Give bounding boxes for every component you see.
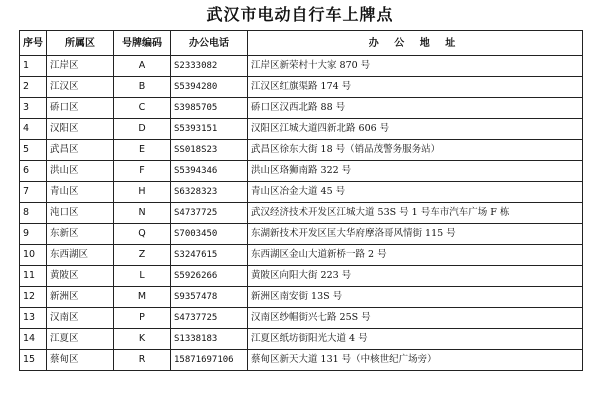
row-address: 武汉经济技术开发区江城大道 53S 号 1 号车市汽车广场 F 栋: [248, 203, 583, 224]
row-plate-code: R: [114, 350, 171, 371]
table-row: [20, 119, 583, 140]
row-phone: S2333082: [171, 56, 248, 77]
table-row: [20, 329, 583, 350]
row-plate-code: B: [114, 77, 171, 98]
row-address: 东湖新技术开发区匡大华府摩洛哥风情街 115 号: [248, 224, 583, 245]
row-plate-code: A: [114, 56, 171, 77]
row-phone: S5393151: [171, 119, 248, 140]
table-row: [20, 350, 583, 371]
row-phone: S7003450: [171, 224, 248, 245]
row-phone: S3247615: [171, 245, 248, 266]
row-num: 15: [20, 350, 47, 371]
row-phone: S6328323: [171, 182, 248, 203]
table-body: [20, 56, 583, 371]
row-address: 新洲区南安街 13S 号: [248, 287, 583, 308]
row-num: 10: [20, 245, 47, 266]
row-num: 2: [20, 77, 47, 98]
row-address: 江汉区红旗渠路 174 号: [248, 77, 583, 98]
row-plate-code: M: [114, 287, 171, 308]
row-num: 12: [20, 287, 47, 308]
row-district: 新洲区: [47, 287, 114, 308]
row-district: 蔡甸区: [47, 350, 114, 371]
row-district: 江汉区: [47, 77, 114, 98]
row-phone: S5394346: [171, 161, 248, 182]
row-address: 武昌区徐东大街 18 号（销品茂警务服务站）: [248, 140, 583, 161]
row-num: 8: [20, 203, 47, 224]
row-phone: SS018S23: [171, 140, 248, 161]
row-plate-code: H: [114, 182, 171, 203]
row-district: 黄陂区: [47, 266, 114, 287]
row-district: 沌口区: [47, 203, 114, 224]
row-address: 黄陂区向阳大街 223 号: [248, 266, 583, 287]
table-row: [20, 287, 583, 308]
row-num: 4: [20, 119, 47, 140]
table-row: [20, 203, 583, 224]
header-num: 序号: [20, 31, 47, 56]
row-num: 6: [20, 161, 47, 182]
row-address: 洪山区珞狮南路 322 号: [248, 161, 583, 182]
row-district: 青山区: [47, 182, 114, 203]
row-plate-code: C: [114, 98, 171, 119]
row-phone: S5926266: [171, 266, 248, 287]
row-address: 汉南区纱帽街兴七路 25S 号: [248, 308, 583, 329]
row-num: 7: [20, 182, 47, 203]
table-row: [20, 140, 583, 161]
row-district: 硚口区: [47, 98, 114, 119]
row-district: 江夏区: [47, 329, 114, 350]
row-district: 洪山区: [47, 161, 114, 182]
row-plate-code: F: [114, 161, 171, 182]
row-phone: S9357478: [171, 287, 248, 308]
row-address: 蔡甸区新天大道 131 号（中核世纪广场旁）: [248, 350, 583, 371]
row-plate-code: Z: [114, 245, 171, 266]
table-row: [20, 308, 583, 329]
row-num: 13: [20, 308, 47, 329]
table-row: [20, 161, 583, 182]
table-row: [20, 98, 583, 119]
row-plate-code: D: [114, 119, 171, 140]
table-header-row: [20, 31, 583, 56]
table-row: [20, 56, 583, 77]
row-num: 14: [20, 329, 47, 350]
header-district: 所属区: [47, 31, 114, 56]
row-num: 11: [20, 266, 47, 287]
row-address: 江岸区新荣村十大家 870 号: [248, 56, 583, 77]
row-address: 青山区冶金大道 45 号: [248, 182, 583, 203]
row-phone: S5394280: [171, 77, 248, 98]
row-phone: S4737725: [171, 308, 248, 329]
table-row: [20, 266, 583, 287]
document-title: 武汉市电动自行车上牌点: [206, 5, 394, 24]
registration-points-table: [19, 30, 583, 371]
row-address: 硚口区汉西北路 88 号: [248, 98, 583, 119]
row-num: 5: [20, 140, 47, 161]
row-district: 汉阳区: [47, 119, 114, 140]
row-plate-code: P: [114, 308, 171, 329]
header-address: 办 公 地 址: [248, 31, 583, 56]
row-num: 9: [20, 224, 47, 245]
row-num: 3: [20, 98, 47, 119]
row-district: 东新区: [47, 224, 114, 245]
row-phone: S3985705: [171, 98, 248, 119]
table-row: [20, 245, 583, 266]
row-phone: S4737725: [171, 203, 248, 224]
row-plate-code: K: [114, 329, 171, 350]
header-plate-code: 号牌编码: [114, 31, 171, 56]
row-district: 汉南区: [47, 308, 114, 329]
row-address: 东西湖区金山大道新桥一路 2 号: [248, 245, 583, 266]
header-phone: 办公电话: [171, 31, 248, 56]
table-row: [20, 224, 583, 245]
row-plate-code: E: [114, 140, 171, 161]
table-row: [20, 182, 583, 203]
row-num: 1: [20, 56, 47, 77]
row-phone: S1338183: [171, 329, 248, 350]
row-plate-code: Q: [114, 224, 171, 245]
row-address: 汉阳区江城大道四新北路 606 号: [248, 119, 583, 140]
row-plate-code: N: [114, 203, 171, 224]
row-address: 江夏区纸坊街阳光大道 4 号: [248, 329, 583, 350]
row-district: 武昌区: [47, 140, 114, 161]
row-phone: 15871697106: [171, 350, 248, 371]
row-district: 江岸区: [47, 56, 114, 77]
row-plate-code: L: [114, 266, 171, 287]
table-row: [20, 77, 583, 98]
row-district: 东西湖区: [47, 245, 114, 266]
